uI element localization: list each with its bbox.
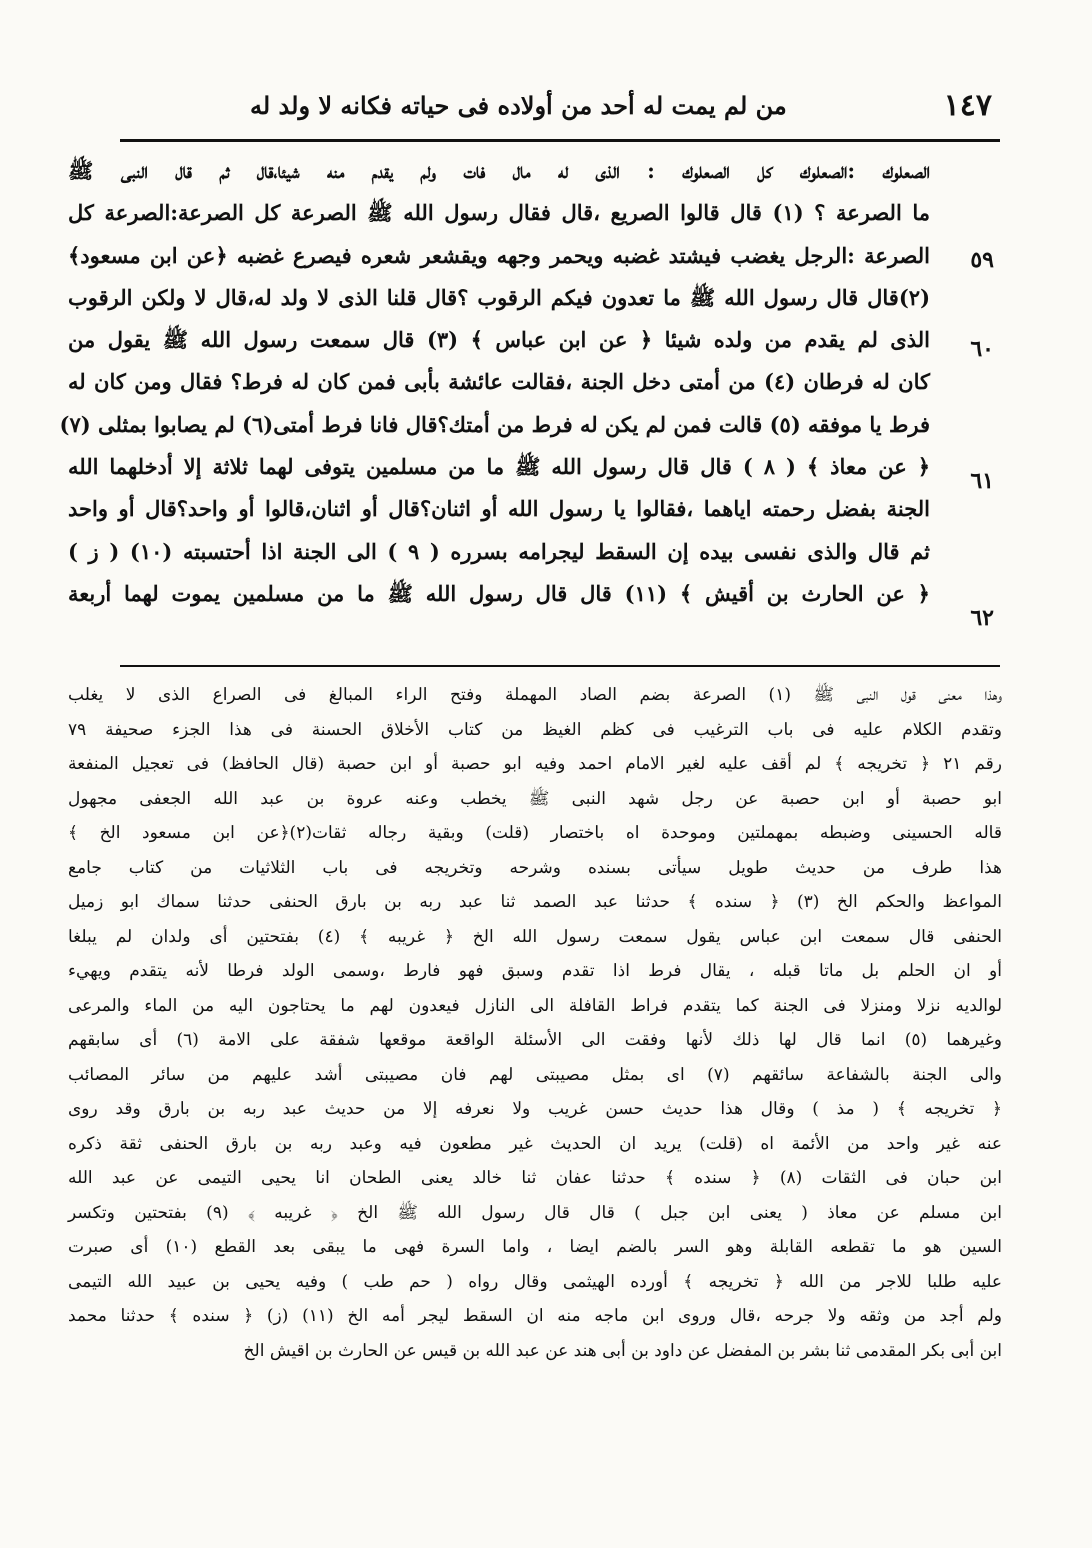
main-text-line: ما الصرعة ؟ (١) قال قالوا الصريع ،قال فقال رسول الله ﷺ الصرعة كل الصرعة:الصرعة كل bbox=[68, 200, 930, 226]
footnote-line: ﴿ تخريجه ﴾ ( مذ ) وقال هذا حديث حسن غريب ولا نعرفه إلا من حديث عبد ربه بن بارق وقد روى bbox=[68, 1099, 1002, 1119]
header-rule bbox=[120, 139, 1000, 142]
hadith-number: ٦١ bbox=[970, 468, 994, 494]
main-text-line: الصرعة :الرجل يغضب فيشتد غضبه ويحمر وجهه ويقشعر شعره فيصرع غضبه ﴿عن ابن مسعود﴾ bbox=[68, 242, 930, 268]
footnote-line: وغيرهما (٥) انما قال لها ذلك لأنها وفقت الى الأسئلة الواقعة موقعها شفقة على الامة (٦) أى سابقهم bbox=[68, 1030, 1003, 1050]
running-title: من لم يمت له أحد من أولاده فى حياته فكانه لا ولد له bbox=[250, 90, 787, 120]
footnote-line: ابن حبان فى الثقات (٨) ﴿ سنده ﴾ حدثنا عفان ثنا خالد يعنى الطحان انا يحيى التيمى عن عبد الله bbox=[68, 1168, 1002, 1188]
footnote-line: أو ان الحلم بل ماتا قبله ، يقال فرط اذا تقدم وسبق فهو فارط ،وسمى الولد فرطا لأنه يتقدم ويهيء bbox=[68, 961, 1002, 981]
main-text-line: ثم قال والذى نفسى بيده إن السقط ليجرامه بسرره ( ٩ ) الى الجنة اذا أحتسبته (١٠) ( ز ) bbox=[68, 538, 930, 564]
footnote-rule bbox=[120, 665, 1000, 667]
main-text-line: ﴿ عن الحارث بن أقيش ﴾ (١١) قال قال رسول الله ﷺ ما من مسلمين يموت لهما أربعة bbox=[68, 580, 930, 606]
footnote-line: عليه طلبا للاجر من الله ﴿ تخريجه ﴾ أورده الهيثمى وقال رواه ( حم طب ) وفيه يحيى بن عبيد الله التيمى bbox=[68, 1271, 1002, 1292]
footnote-line: السين هو ما تقطعه القابلة وهو السر بالضم ايضا ، واما السرة فهى ما يبقى بعد القطع (١٠) أى صبرت bbox=[68, 1237, 1002, 1257]
footnote-line: قاله الحسينى وضبطه بمهملتين وموحدة اه باختصار (قلت) وبقية رجاله ثقات(٢)﴿عن ابن مسعود الخ ﴾ bbox=[68, 823, 1002, 843]
footnote-line: والى الجنة بالشفاعة سائقهم (٧) اى بمثل مصيبتى لهم فان مصيبتى أشد عليهم من سائر المصائب bbox=[68, 1064, 1002, 1085]
main-text bbox=[59, 150, 931, 660]
main-text-line: ﴿ عن معاذ ﴾ ( ٨ ) قال قال رسول الله ﷺ ما من مسلمين يتوفى لهما ثلاثة إلا أدخلهما الله bbox=[68, 454, 931, 480]
main-text-line: الذى لم يقدم من ولده شيئا ﴿ عن ابن عباس ﴾ (٣) قال سمعت رسول الله ﷺ يقول من bbox=[68, 327, 931, 353]
main-text-line: (٢)قال قال رسول الله ﷺ ما تعدون فيكم الرقوب ؟قال قلنا الذى لا ولد له،قال لا ولكن الرقوب bbox=[68, 284, 930, 310]
footnote-line: لوالديه نزلا ومنزلا فى الجنة كما يتقدم فراط القافلة الى النازل فيعدون لهم ما يحتاجون اليه من الماء والمرعى bbox=[68, 995, 1002, 1016]
footnote-line: ولم أجد من وثقه ولا جرحه ،قال وروى ابن ماجه منه ان السقط ليجر أمه الخ (١١) (ز) ﴿ سنده ﴾ حدثنا محمد bbox=[68, 1306, 1002, 1326]
footnote-line: ابو حصبة أو ابن حصبة عن رجل شهد النبى ﷺ يخطب وعنه عروة بن عبد الله الجعفى مجهول bbox=[68, 788, 1002, 809]
footnote-line: وتقدم الكلام عليه فى باب الترغيب فى كظم الغيظ من كتاب الأخلاق الحسنة فى هذا الجزء صحيفة ٧٩ bbox=[68, 719, 1002, 740]
footnotes bbox=[68, 678, 1002, 1498]
main-text-line: الجنة بفضل رحمته اياهما ،فقالوا يا رسول الله أو اثنان؟قال أو اثنان،قالوا أو واحد؟قال أو واحد bbox=[68, 496, 930, 522]
footnote-line: الحنفى قال سمعت ابن عباس يقول سمعت رسول الله الخ ﴿ غريبه ﴾ (٤) بفتحتين أى ولدان لم يبلغا bbox=[68, 926, 1003, 947]
hadith-number: ٦٢ bbox=[970, 605, 994, 631]
page-number: ١٤٧ bbox=[943, 87, 992, 123]
hadith-number: ٦٠ bbox=[970, 336, 994, 362]
footnote-line: ابن أبى بكر المقدمى ثنا بشر بن المفضل عن داود بن أبى هند عن عبد الله بن قيس عن الحارث بن اقيش الخ bbox=[243, 1340, 1002, 1361]
main-text-line: فرط يا موفقه (٥) قالت فمن لم يكن له فرط من أمتك؟قال فانا فرط أمتى(٦) لم يصابوا بمثلى (٧) bbox=[59, 411, 930, 437]
footnote-line: وهذا معنى قول النبى ﷺ (١) الصرعة بضم الصاد المهملة وفتح الراء المبالغ فى الصراع الذى لا يغلب bbox=[68, 685, 1002, 705]
main-text-line: كان له فرطان (٤) من أمتى دخل الجنة ،فقالت عائشة بأبى فمن كان له فرط؟ فقال ومن كان له bbox=[68, 369, 930, 395]
hadith-number: ٥٩ bbox=[970, 247, 994, 273]
footnote-line: هذا طرف من حديث طويل سيأتى بسنده وشرحه وتخريجه فى باب الثلاثيات من كتاب جامع bbox=[68, 857, 1002, 878]
footnote-line: عنه غير واحد من الأئمة اه (قلت) يريد ان الحديث غير مطعون فيه وعبد ربه بن بارق الحنفى ثقة ذكره bbox=[68, 1133, 1002, 1154]
footnote-line: المواعظ والحكم الخ (٣) ﴿ سنده ﴾ حدثنا عبد الصمد ثنا عبد ربه بن بارق الحنفى حدثنا سماك ابو زميل bbox=[68, 892, 1002, 912]
hadith-number-column bbox=[934, 150, 994, 660]
page-header bbox=[100, 80, 1000, 130]
footnote-line: رقم ٢١ ﴿ تخريجه ﴾ لم أقف عليه لغير الامام احمد وفيه ابو حصبة أو ابن حصبة (قال الحافظ) فى تعجيل المنفعة bbox=[68, 754, 1002, 774]
footnote-line: ابن مسلم عن معاذ ( يعنى ابن جبل ) قال قال رسول الله ﷺ الخ ﴿ غريبه ﴾ (٩) بفتحتين وتكسر bbox=[68, 1202, 1003, 1223]
main-text-line: الصعلوك :الصعلوك كل الصعلوك : الذى له مال فات ولم يقدم منه شيئا،قال ثم قال النبى ﷺ bbox=[68, 158, 930, 183]
